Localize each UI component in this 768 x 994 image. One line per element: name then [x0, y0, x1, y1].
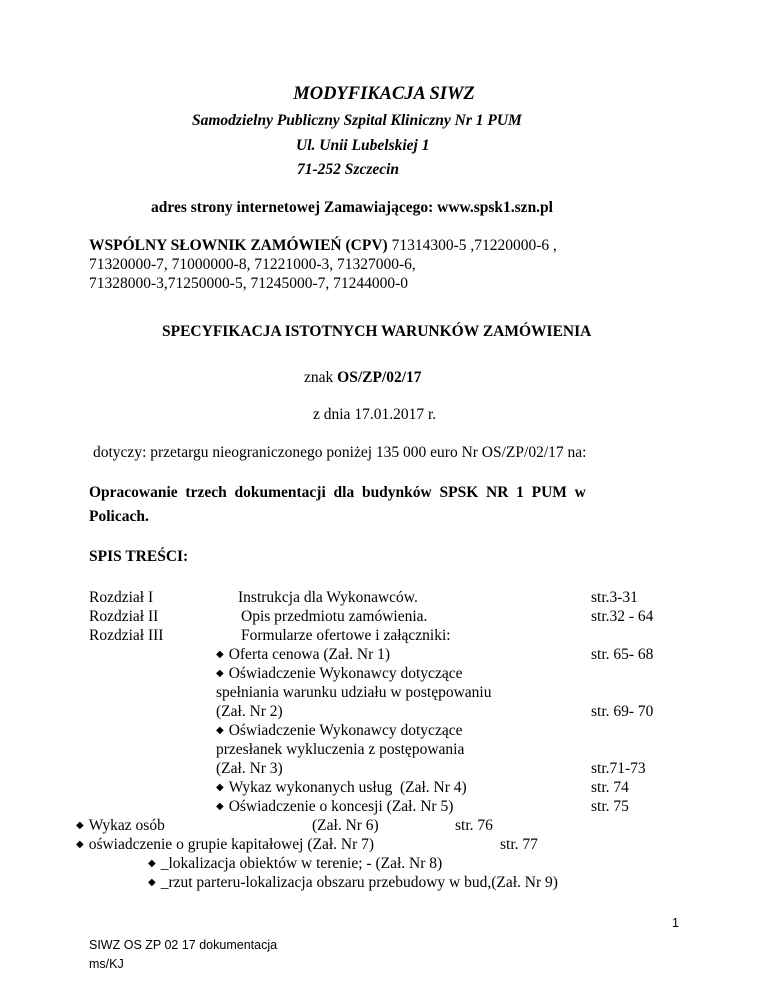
cpv-codes-2: 71320000-7, 71000000-8, 71221000-3, 71327000-6, — [89, 256, 416, 273]
toc-item-3-line-1: ◆ Oświadczenie Wykonawcy dotyczące — [216, 722, 463, 739]
toc-heading: SPIS TREŚCI: — [89, 548, 189, 565]
toc-item-7: ◆ oświadczenie o grupie kapitałowej (Zał. Nr 7) — [76, 836, 375, 853]
date-line: z dnia 17.01.2017 r. — [313, 406, 437, 423]
chapter-1-label: Rozdział I — [89, 589, 154, 606]
subject-line-2: Policach. — [89, 508, 149, 525]
toc-item-4-page: str. 74 — [591, 779, 629, 796]
toc-item-2-line-3: (Zał. Nr 2) — [216, 703, 283, 720]
chapter-1-title: Instrukcja dla Wykonawców. — [238, 589, 418, 606]
diamond-bullet-icon: ◆ — [148, 858, 156, 869]
document-title: MODYFIKACJA SIWZ — [293, 84, 475, 104]
toc-item-3-line-2: przesłanek wykluczenia z postępowania — [216, 741, 465, 758]
spec-title: SPECYFIKACJA ISTOTNYCH WARUNKÓW ZAMÓWIENIA — [162, 323, 592, 340]
toc-item-8: ◆ _lokalizacja obiektów w terenie; - (Zał. Nr 8) — [148, 855, 443, 872]
footer-doc-id: SIWZ OS ZP 02 17 dokumentacja — [89, 938, 278, 952]
diamond-bullet-icon: ◆ — [76, 839, 84, 850]
toc-item-3-page: str.71-73 — [591, 760, 646, 777]
toc-item-2-line-2: spełniania warunku udziału w postępowaniu — [216, 684, 492, 701]
chapter-1-page: str.3-31 — [591, 589, 638, 606]
diamond-bullet-icon: ◆ — [216, 801, 224, 812]
toc-item-1-page: str. 65- 68 — [591, 646, 654, 663]
toc-item-4: ◆ Wykaz wykonanych usług (Zał. Nr 4) — [216, 779, 467, 796]
toc-item-5: ◆ Oświadczenie o koncesji (Zał. Nr 5) — [216, 798, 454, 815]
sign-value: OS/ZP/02/17 — [337, 369, 422, 386]
regarding-line: dotyczy: przetargu nieograniczonego poniżej 135 000 euro Nr OS/ZP/02/17 na: — [93, 444, 587, 461]
diamond-bullet-icon: ◆ — [148, 877, 156, 888]
toc-item-6: ◆ Wykaz osób — [76, 817, 165, 834]
toc-item-6-page: str. 76 — [455, 817, 493, 834]
hospital-name: Samodzielny Publiczny Szpital Kliniczny Nr 1 PUM — [192, 112, 522, 129]
toc-item-7-page: str. 77 — [500, 836, 538, 853]
chapter-3-title: Formularze ofertowe i załączniki: — [241, 627, 451, 644]
hospital-street: Ul. Unii Lubelskiej 1 — [296, 137, 430, 154]
subject-line-1: Opracowanie trzech dokumentacji dla budynków SPSK NR 1 PUM w — [89, 484, 586, 501]
diamond-bullet-icon: ◆ — [216, 649, 224, 660]
diamond-bullet-icon: ◆ — [216, 668, 224, 679]
toc-item-3-line-3: (Zał. Nr 3) — [216, 760, 283, 777]
cpv-line-1 — [89, 237, 557, 255]
footer-initials: ms/KJ — [89, 957, 124, 971]
toc-item-2-line-1: ◆ Oświadczenie Wykonawcy dotyczące — [216, 665, 463, 682]
sign-prefix: znak — [304, 369, 338, 386]
diamond-bullet-icon: ◆ — [216, 725, 224, 736]
cpv-codes-3: 71328000-3,71250000-5, 71245000-7, 71244000-0 — [89, 275, 409, 292]
toc-item-2-page: str. 69- 70 — [591, 703, 654, 720]
chapter-3-label: Rozdział III — [89, 627, 164, 644]
sign-line — [304, 369, 422, 387]
cpv-label: WSPÓLNY SŁOWNIK ZAMÓWIEŃ (CPV) — [89, 237, 388, 254]
diamond-bullet-icon: ◆ — [216, 782, 224, 793]
chapter-2-page: str.32 - 64 — [591, 608, 654, 625]
toc-item-5-page: str. 75 — [591, 798, 629, 815]
toc-item-1: ◆ Oferta cenowa (Zał. Nr 1) — [216, 646, 391, 663]
chapter-2-label: Rozdział II — [89, 608, 159, 625]
cpv-codes-1: 71314300-5 ,71220000-6 , — [387, 237, 557, 254]
page-number: 1 — [672, 916, 679, 930]
chapter-2-title: Opis przedmiotu zamówienia. — [241, 608, 428, 625]
website-line: adres strony internetowej Zamawiającego: www.spsk1.szn.pl — [151, 199, 553, 216]
diamond-bullet-icon: ◆ — [76, 820, 84, 831]
toc-item-6-attachment: (Zał. Nr 6) — [312, 817, 379, 834]
toc-item-9: ◆ _rzut parteru-lokalizacja obszaru przebudowy w bud,(Zał. Nr 9) — [148, 874, 558, 891]
hospital-city: 71-252 Szczecin — [297, 161, 400, 178]
